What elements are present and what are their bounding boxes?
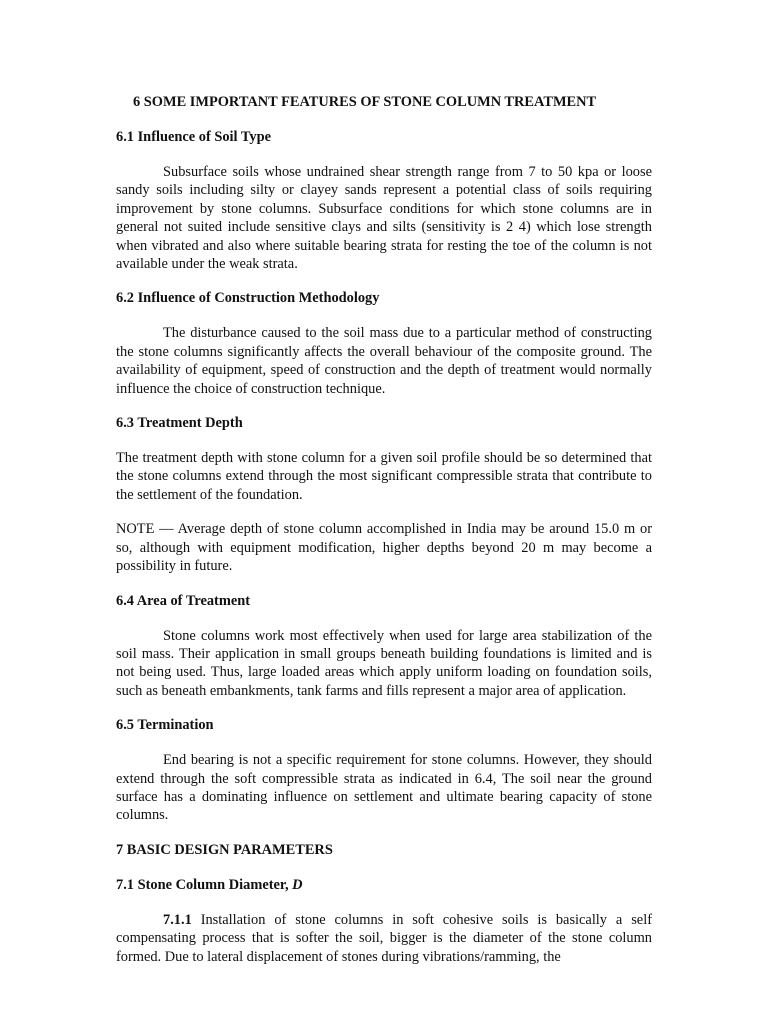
section-heading-7-1 bbox=[116, 876, 652, 894]
section-heading-6-1: 6.1 Influence of Soil Type bbox=[116, 129, 271, 145]
chapter-heading-7: 7 BASIC DESIGN PARAMETERS bbox=[116, 841, 333, 858]
clause-paragraph-7-1-1 bbox=[116, 911, 652, 966]
section-paragraph-6-3: The treatment depth with stone column for a given soil profile should be so determined that the stone columns extend through the most significant compressible strata that contribute to the settlement of the foundation. bbox=[116, 450, 652, 503]
section-paragraph-6-2: The disturbance caused to the soil mass due to a particular method of constructing the stone columns significantly affects the overall behaviour of the composite ground. The availability of equipment, speed of construction and the depth of treatment would normally influence the choice of construction technique. bbox=[116, 325, 652, 397]
section-paragraph-6-1: Subsurface soils whose undrained shear strength range from 7 to 50 kpa or loose sandy soils including silty or clayey sands represent a potential class of soils requiring improvement by stone columns. Subsurface conditions for which stone columns are in general not suited include sensitive clays and silts (sensitivity is 2 4) which lose strength when vibrated and also where suitable bearing strata for resting the toe of the column is not available under the weak strata. bbox=[116, 164, 652, 273]
clause-text: Installation of stone columns in soft cohesive soils is basically a self compensating process that is softer the soil, bigger is the diameter of the stone column formed. Due to lateral displacement of stones during vibrations/ramming, the bbox=[116, 911, 652, 965]
section-heading-6-2: 6.2 Influence of Construction Methodology bbox=[116, 290, 380, 307]
diameter-symbol: D bbox=[292, 876, 303, 893]
note-paragraph: NOTE — Average depth of stone column accomplished in India may be around 15.0 m or so, although with equipment modification, higher depths beyond 20 m may become a possibility in future. bbox=[116, 521, 652, 575]
section-heading-6-4: 6.4 Area of Treatment bbox=[116, 592, 251, 609]
section-heading-6-3: 6.3 Treatment Depth bbox=[116, 415, 243, 432]
chapter-title: 6 SOME IMPORTANT FEATURES OF STONE COLUMN TREATMENT bbox=[133, 94, 597, 110]
section-paragraph-6-4: Stone columns work most effectively when used for large area stabilization of the soil mass. Their application in small groups beneath building foundations is limited and is not being used. Thus, large loaded areas which apply uniform loading on foundation soils, such as beneath embankments, tank farms and fills represent a major area of application. bbox=[116, 627, 652, 699]
section-heading-6-5: 6.5 Termination bbox=[116, 717, 214, 734]
clause-number: 7.1.1 bbox=[163, 911, 192, 928]
section-paragraph-6-5: End bearing is not a specific requirement for stone columns. However, they should extend through the soft compressible strata as indicated in 6.4, The soil near the ground surface has a dominating influence on settlement and ultimate bearing capacity of stone columns. bbox=[116, 752, 652, 824]
section-heading-7-1-text: 7.1 Stone Column Diameter, bbox=[116, 876, 293, 893]
